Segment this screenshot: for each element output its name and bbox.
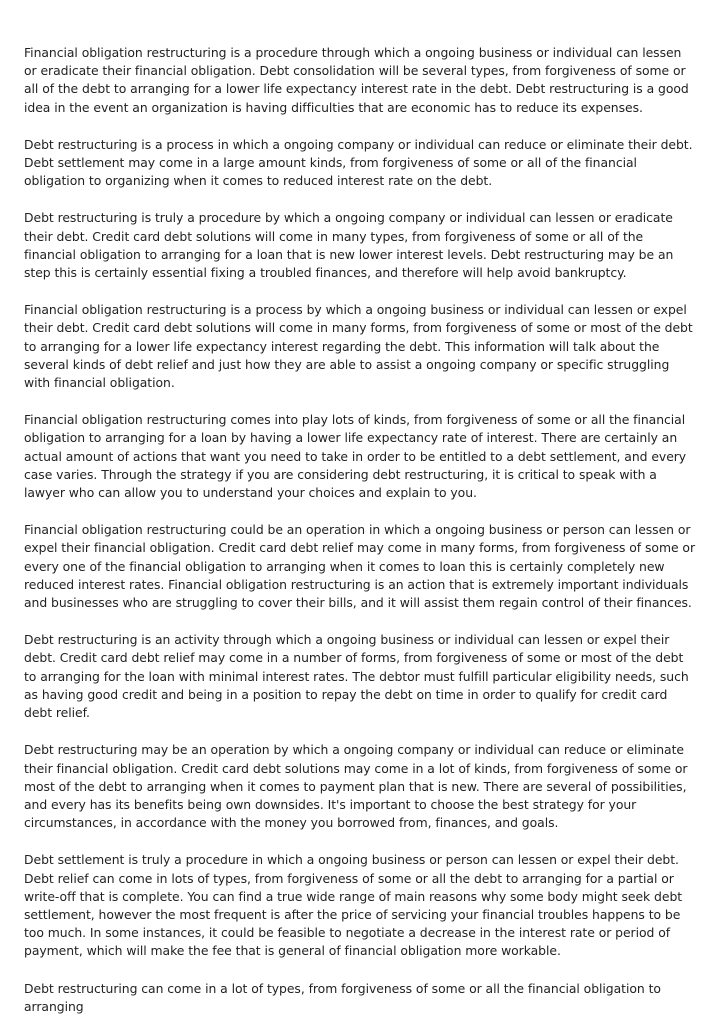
paragraph-1: Financial obligation restructuring is a procedure through which a ongoing business or individual can lessen or eradicate their financial obligation. Debt consolidation will be several types, from forgiveness of some or all of the debt to arranging for a lower life expectancy interest rate in the debt. Debt restructuring is a good idea in the event an organization is having difficulties that are economic has to reduce its expenses. bbox=[24, 45, 689, 115]
paragraph-8: Debt restructuring may be an operation by which a ongoing company or individual can reduce or eliminate their financial obligation. Credit card debt solutions may come in a lot of kinds, from forgiveness of some or most of the debt to arranging when it comes to payment plan that is new. There are several of possibilities, and every has its benefits being own downsides. It's important to choose the best strategy for your circumstances, in accordance with the money you borrowed from, finances, and goals. bbox=[24, 742, 688, 831]
paragraph-7: Debt restructuring is an activity through which a ongoing business or individual can lessen or expel their debt. Credit card debt relief may come in a number of forms, from forgiveness of some or most of the debt to arranging for the loan with minimal interest rates. The debtor must fulfill particular eligibility needs, such as having good credit and being in a position to repay the debt on time in order to qualify for credit card debt relief. bbox=[24, 632, 689, 721]
document-body bbox=[24, 44, 696, 1035]
paragraph-5: Financial obligation restructuring comes into play lots of kinds, from forgiveness of some or all the financial obligation to arranging for a loan by having a lower life expectancy rate of interest. There are certainly an actual amount of actions that want you need to take in order to be entitled to a debt settlement, and every case varies. Through the strategy if you are considering debt restructuring, it is critical to speak with a lawyer who can allow you to understand your choices and explain to you. bbox=[24, 412, 687, 501]
paragraph-6: Financial obligation restructuring could be an operation in which a ongoing business or person can lessen or expel their financial obligation. Credit card debt relief may come in many forms, from forgiveness of some or every one of the financial obligation to arranging when it comes to loan this is certainly completely new reduced interest rates. Financial obligation restructuring is an action that is extremely important individuals and businesses who are struggling to cover their bills, and it will assist them regain control of their finances. bbox=[24, 522, 696, 611]
paragraph-10: Debt restructuring can come in a lot of types, from forgiveness of some or all the financial obligation to arranging bbox=[24, 980, 661, 1014]
paragraph-3: Debt restructuring is truly a procedure by which a ongoing company or individual can lessen or eradicate their debt. Credit card debt solutions will come in many types, from forgiveness of some or all of the financial obligation to arranging for a loan that is new lower interest levels. Debt restructuring may be an step this is certainly essential fixing a troubled finances, and therefore will help avoid bankruptcy. bbox=[24, 210, 674, 281]
paragraph-9: Debt settlement is truly a procedure in which a ongoing business or person can lessen or expel their debt. Debt relief can come in lots of types, from forgiveness of some or all the debt to arranging for a partial or write-off that is complete. You can find a true wide range of main reasons why some body might seek debt settlement, however the most frequent is after the price of servicing your financial troubles happens to be too much. In some instances, it could be feasible to negotiate a decrease in the interest rate or period of payment, which will make the fee that is general of financial obligation more workable. bbox=[24, 852, 683, 959]
paragraph-4: Financial obligation restructuring is a process by which a ongoing business or individual can lessen or expel their debt. Credit card debt solutions will come in many forms, from forgiveness of some or most of the debt to arranging for a lower life expectancy interest regarding the debt. This information will talk about the several kinds of debt relief and just how they are able to assist a ongoing company or specific struggling with financial obligation. bbox=[24, 302, 693, 391]
paragraph-2: Debt restructuring is a process in which a ongoing company or individual can reduce or eliminate their debt. Debt settlement may come in a large amount kinds, from forgiveness of some or all of the financial obligation to organizing when it comes to reduced interest rate on the debt. bbox=[24, 136, 693, 189]
